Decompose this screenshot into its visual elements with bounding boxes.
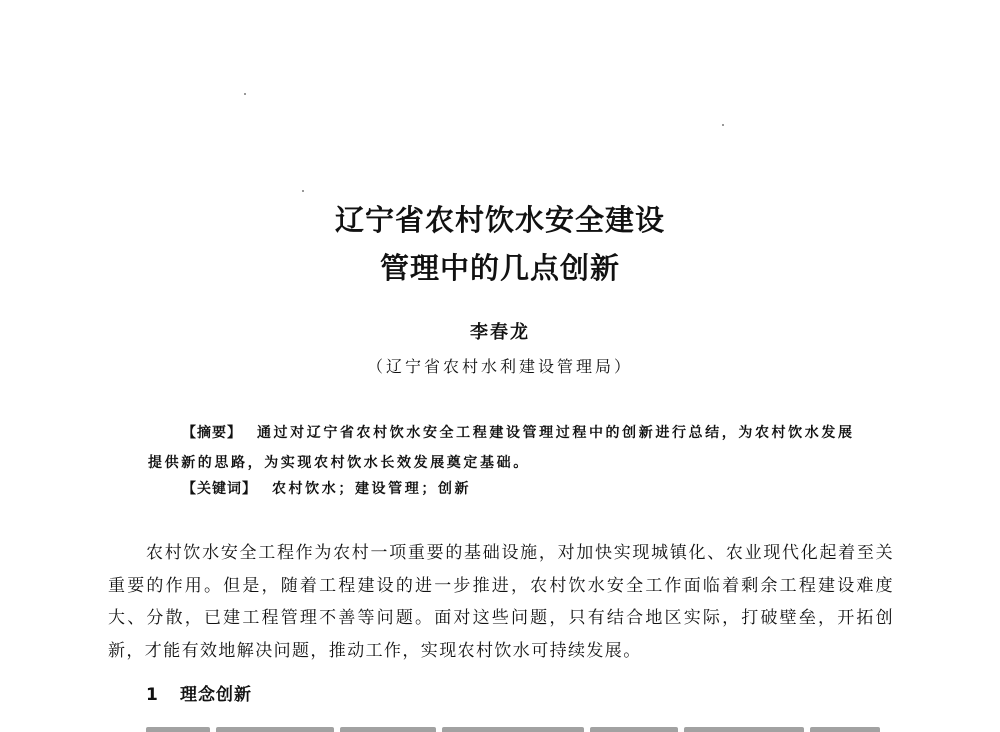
intro-paragraph: 农村饮水安全工程作为农村一项重要的基础设施，对加快实现城镇化、农业现代化起着至关重要的作用。但是，随着工程建设的进一步推进，农村饮水安全工作面临着剩余工程建设难度大、分散，已建工程管理不善等问题。面对这些问题，只有结合地区实际，打破壁垒，开拓创新，才能有效地解决问题，推动工作，实现农村饮水可持续发展。 — [108, 543, 894, 661]
paper-title-line-1: 辽宁省农村饮水安全建设 — [334, 203, 665, 237]
cut-off-text-line — [146, 722, 886, 732]
abstract-label: 【摘要】 — [182, 425, 242, 441]
section-number: 1 — [146, 685, 159, 705]
scan-speck — [722, 124, 724, 126]
abstract-block — [148, 418, 858, 478]
scan-speck — [302, 190, 304, 192]
keywords-text: 农村饮水；建设管理；创新 — [271, 481, 472, 497]
section-heading — [146, 680, 252, 705]
keywords-label: 【关键词】 — [182, 481, 257, 497]
paper-title-line-2: 管理中的几点创新 — [379, 251, 620, 285]
author-name: 李春龙 — [470, 322, 530, 343]
section-title: 理念创新 — [180, 685, 252, 705]
author-affiliation: （辽宁省农村水利建设管理局） — [366, 357, 633, 376]
keywords-block — [182, 478, 471, 498]
scan-speck — [244, 93, 246, 95]
abstract-text: 通过对辽宁省农村饮水安全工程建设管理过程中的创新进行总结，为农村饮水发展提供新的思路，为实现农村饮水长效发展奠定基础。 — [148, 425, 855, 471]
